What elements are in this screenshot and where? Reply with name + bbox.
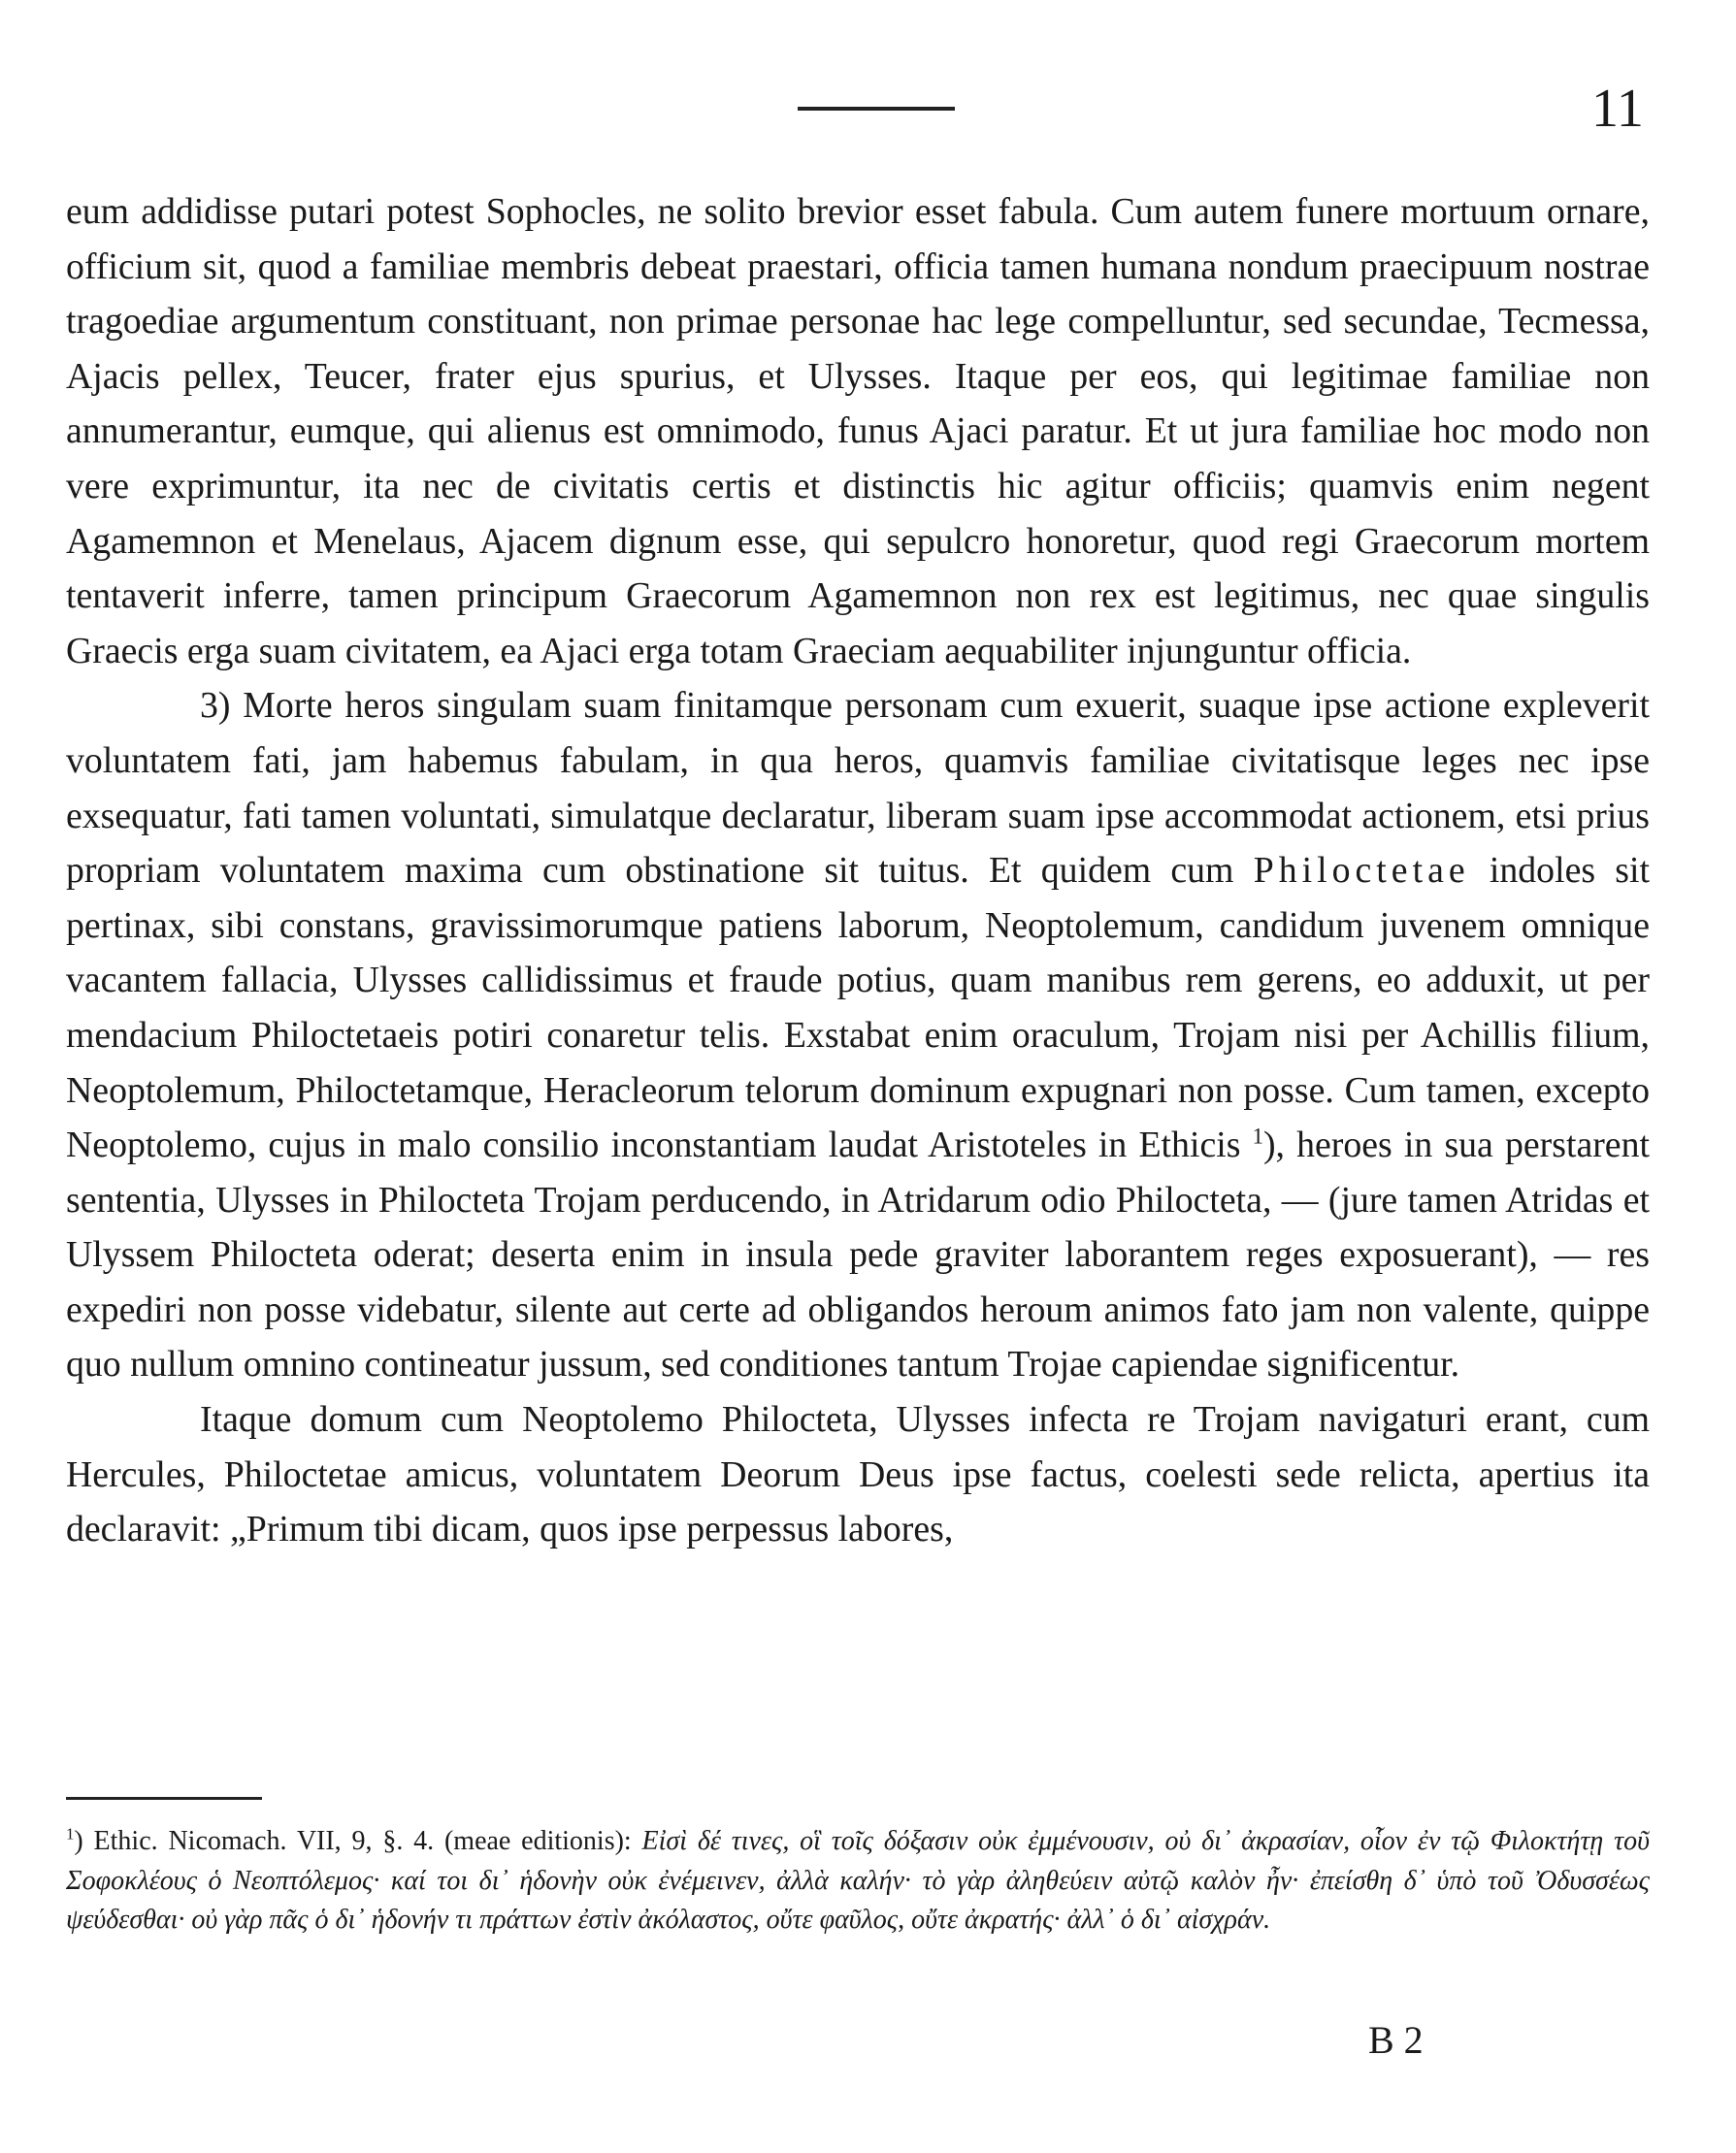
paragraph-2-text-before: 3) Morte heros singulam suam finitamque personam cum exuerit, suaque ipse actione expleverit voluntatem fati, jam habemus fabulam, in qua heros, quamvis familiae civitatisque leges nec ipse exsequatur, fati tamen voluntati, simulatque declaratur, liberam suam ipse accommodat actionem, etsi prius propriam voluntatem maxima cum obstinatione sit tuitus. Et quidem cum: [66, 685, 1650, 892]
footnote-mark: 1: [66, 1824, 75, 1843]
footnote: [66, 1822, 1650, 1941]
header-rule: [798, 107, 955, 111]
page-number: 11: [1591, 79, 1644, 139]
footnote-rule: [66, 1797, 262, 1800]
body-text: [66, 184, 1650, 1557]
footnote-reference: 1: [1252, 1124, 1263, 1149]
paragraph-2: [66, 678, 1650, 1392]
footnote-latin: ) Ethic. Nicomach. VII, 9, §. 4. (meae editionis):: [74, 1826, 642, 1856]
paragraph-1: eum addidisse putari potest Sophocles, ne solito brevior esset fabula. Cum autem funere mortuum ornare, officium sit, quod a familiae membris debeat praestari, officia tamen humana nondum praecipuum nostrae tragoediae argumentum constituant, non primae personae hac lege compelluntur, sed secundae, Tecmessa, Ajacis pellex, Teucer, frater ejus spurius, et Ulysses. Itaque per eos, qui legitimae familiae non annumerantur, eumque, qui alienus est omnimodo, funus Ajaci paratur. Et ut jura familiae hoc modo non vere exprimuntur, ita nec de civitatis certis et distinctis hic agitur officiis; quamvis enim negent Agamemnon et Menelaus, Ajacem dignum esse, qui sepulcro honoretur, quod regi Graecorum mortem tentaverit inferre, tamen principum Graecorum Agamemnon non rex est legitimus, nec quae singulis Graecis erga suam civitatem, ea Ajaci erga totam Graeciam aequabiliter injunguntur officia.: [66, 191, 1650, 671]
paragraph-2-text-after: indoles sit pertinax, sibi constans, gravissimorumque patiens laborum, Neoptolemum, candidum juvenem omnique vacantem fallacia, Ulysses callidissimus et fraude potius, quam manibus rem gerens, eo adduxit, ut per mendacium Philoctetaeis potiri conaretur telis. Exstabat enim oraculum, Trojam nisi per Achillis filium, Neoptolemum, Philoctetamque, Heracleorum telorum dominum expugnari non posse. Cum tamen, excepto Neoptolemo, cujus in malo consilio inconstantiam laudat Aristoteles in Ethicis: [66, 850, 1650, 1166]
paragraph-3: Itaque domum cum Neoptolemo Philocteta, Ulysses infecta re Trojam navigaturi erant, cum Hercules, Philoctetae amicus, voluntatem Deorum Deus ipse factus, coelesti sede relicta, apertius ita declaravit: „Primum tibi dicam, quos ipse perpessus labores,: [66, 1399, 1650, 1550]
footnote-greek-quote: Εἰσὶ δέ τινες, οἳ τοῖς δόξασιν οὐκ ἐμμένουσιν, οὐ δι᾽ ἀκρασίαν, οἷον ἐν τῷ Φιλοκτήτῃ τοῦ Σοφοκλέους ὁ Νεοπτόλεμος· καί τοι δι᾽ ἡδονὴν οὐκ ἐνέμεινεν, ἀλλὰ καλήν· τὸ γὰρ ἀληθεύειν αὐτῷ καλὸν ἦν· ἐπείσθη δ᾽ ὑπὸ τοῦ Ὀδυσσέως ψεύδεσθαι· οὐ γὰρ πᾶς ὁ δι᾽ ἡδονήν τι πράττων ἐστὶν ἀκόλαστος, οὔτε φαῦλος, οὔτε ἀκρατής· ἀλλ᾽ ὁ δι᾽ αἰσχράν.: [66, 1826, 1650, 1935]
signature-mark: B 2: [1368, 2018, 1424, 2062]
philoctetae-spaced-name: Philoctetae: [1253, 850, 1470, 892]
paragraph-2-text-end: ), heroes in sua perstarent sententia, Ulysses in Philocteta Trojam perducendo, in Atridarum odio Philocteta, — (jure tamen Atridas et Ulyssem Philocteta oderat; deserta enim in insula pede graviter laborantem reges exposuerant), — res expediri non posse videbatur, silente aut certe ad obligandos heroum animos fato jam non valente, quippe quo nullum omnino contineatur jussum, sed conditiones tantum Trojae capiendae significentur.: [66, 1125, 1650, 1386]
